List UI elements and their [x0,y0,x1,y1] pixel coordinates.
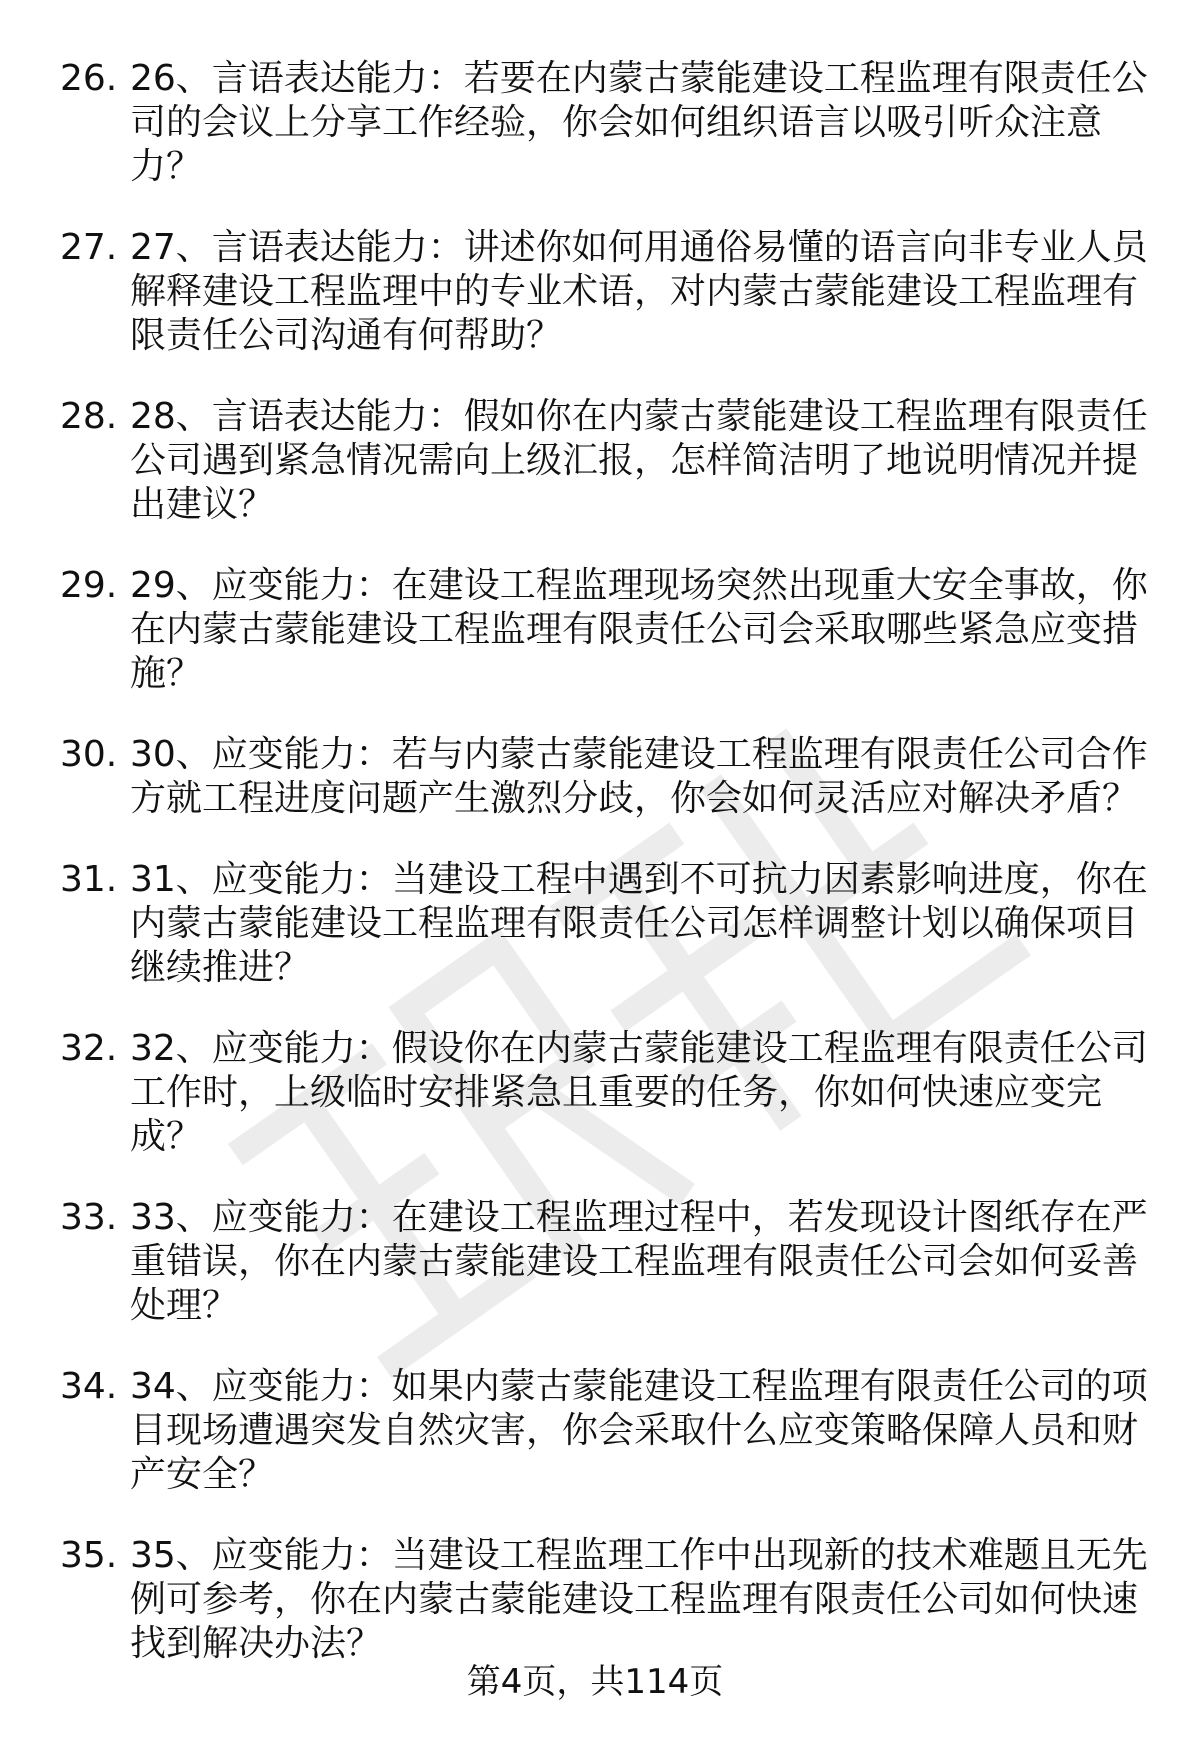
question-number: 29. [60,565,118,606]
question-number: 26. [60,58,118,99]
question-number: 27. [60,227,118,268]
question-number: 28. [60,396,118,437]
question-text: 33、应变能力：在建设工程监理过程中，若发现设计图纸存在严重错误，你在内蒙古蒙能建设工程监理有限责任公司会如何妥善处理？ [130,1197,1148,1326]
question-text: 26、言语表达能力：若要在内蒙古蒙能建设工程监理有限责任公司的会议上分享工作经验，你会如何组织语言以吸引听众注意力？ [130,58,1148,187]
question-text: 31、应变能力：当建设工程中遇到不可抗力因素影响进度，你在内蒙古蒙能建设工程监理有限责任公司怎样调整计划以确保项目继续推进？ [130,859,1148,988]
question-text: 32、应变能力：假设你在内蒙古蒙能建设工程监理有限责任公司工作时，上级临时安排紧急且重要的任务，你如何快速应变完成？ [130,1028,1148,1157]
question-item [60,1365,1160,1497]
question-number: 33. [60,1197,118,1238]
question-item [60,858,1160,990]
page-number-label: 第4页，共114页 [466,1662,724,1702]
question-number: 32. [60,1028,118,1069]
question-item [60,57,1160,189]
question-number: 35. [60,1535,118,1576]
question-text: 27、言语表达能力：讲述你如何用通俗易懂的语言向非专业人员解释建设工程监理中的专业术语，对内蒙古蒙能建设工程监理有限责任公司沟通有何帮助？ [130,227,1148,356]
page-footer [0,1660,1190,1704]
question-item [60,564,1160,696]
question-item [60,395,1160,527]
question-text: 35、应变能力：当建设工程监理工作中出现新的技术难题且无先例可参考，你在内蒙古蒙能建设工程监理有限责任公司如何快速找到解决办法？ [130,1535,1148,1664]
question-text: 30、应变能力：若与内蒙古蒙能建设工程监理有限责任公司合作方就工程进度问题产生激烈分歧，你会如何灵活应对解决矛盾？ [130,734,1148,819]
question-text: 28、言语表达能力：假如你在内蒙古蒙能建设工程监理有限责任公司遇到紧急情况需向上级汇报，怎样简洁明了地说明情况并提出建议？ [130,396,1148,525]
question-item [60,733,1160,821]
question-list [60,57,1160,1703]
question-text: 34、应变能力：如果内蒙古蒙能建设工程监理有限责任公司的项目现场遭遇突发自然灾害，你会采取什么应变策略保障人员和财产安全？ [130,1366,1148,1495]
question-item [60,1196,1160,1328]
question-item [60,1027,1160,1159]
question-number: 31. [60,859,118,900]
question-number: 30. [60,734,118,775]
question-item [60,226,1160,358]
question-text: 29、应变能力：在建设工程监理现场突然出现重大安全事故，你在内蒙古蒙能建设工程监理有限责任公司会采取哪些紧急应变措施？ [130,565,1148,694]
question-number: 34. [60,1366,118,1407]
question-item [60,1534,1160,1666]
